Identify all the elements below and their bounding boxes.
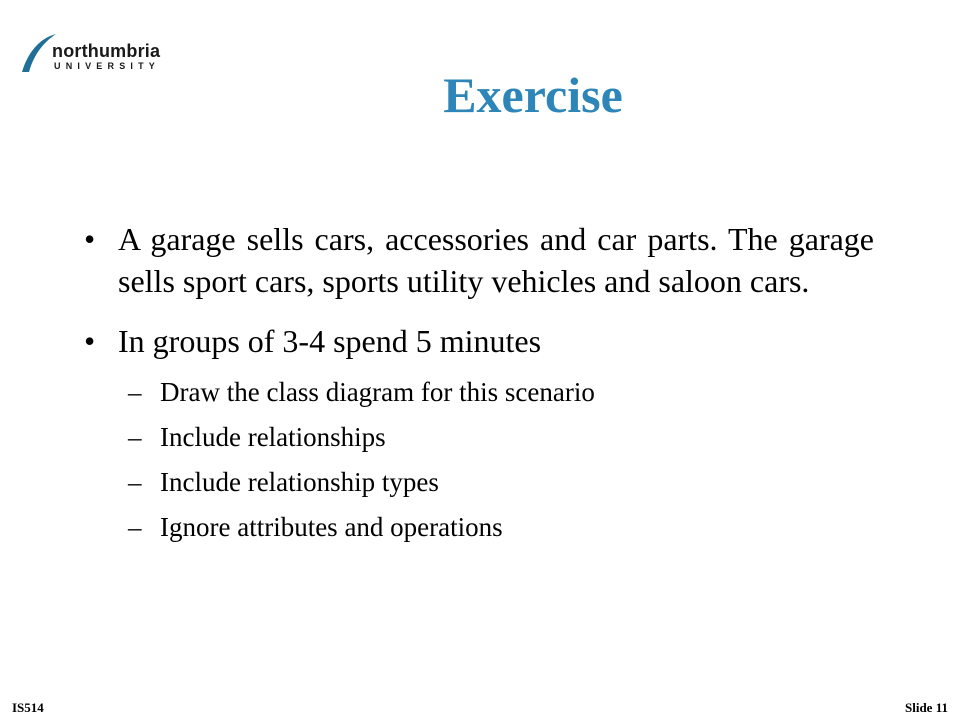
dash-marker: – <box>128 467 142 497</box>
bullet-text: A garage sells cars, accessories and car parts. The garage sells sport cars, sports utility vehicles and saloon cars. <box>118 221 874 299</box>
logo-subtitle: UNIVERSITY <box>54 61 161 71</box>
bullet-item <box>84 218 874 302</box>
sub-item-text: Include relationships <box>160 422 386 452</box>
sub-item <box>118 460 874 505</box>
dash-marker: – <box>128 512 142 542</box>
bullet-marker: • <box>84 221 96 257</box>
bullet-list <box>84 218 874 568</box>
sub-item <box>118 370 874 415</box>
sub-item <box>118 415 874 460</box>
sub-item-text: Draw the class diagram for this scenario <box>160 377 595 407</box>
bullet-text: In groups of 3-4 spend 5 minutes <box>118 323 542 359</box>
sub-item-text: Include relationship types <box>160 467 439 497</box>
dash-marker: – <box>128 377 142 407</box>
sub-item-text: Ignore attributes and operations <box>160 512 503 542</box>
course-code: IS514 <box>12 700 44 715</box>
sub-item <box>118 505 874 550</box>
bullet-marker: • <box>84 323 96 359</box>
logo-name: northumbria <box>52 41 161 61</box>
slide-title: Exercise <box>443 67 623 123</box>
slide-number: Slide 11 <box>905 700 948 715</box>
dash-marker: – <box>128 422 142 452</box>
bullet-item <box>84 320 874 550</box>
sub-list <box>118 370 874 550</box>
